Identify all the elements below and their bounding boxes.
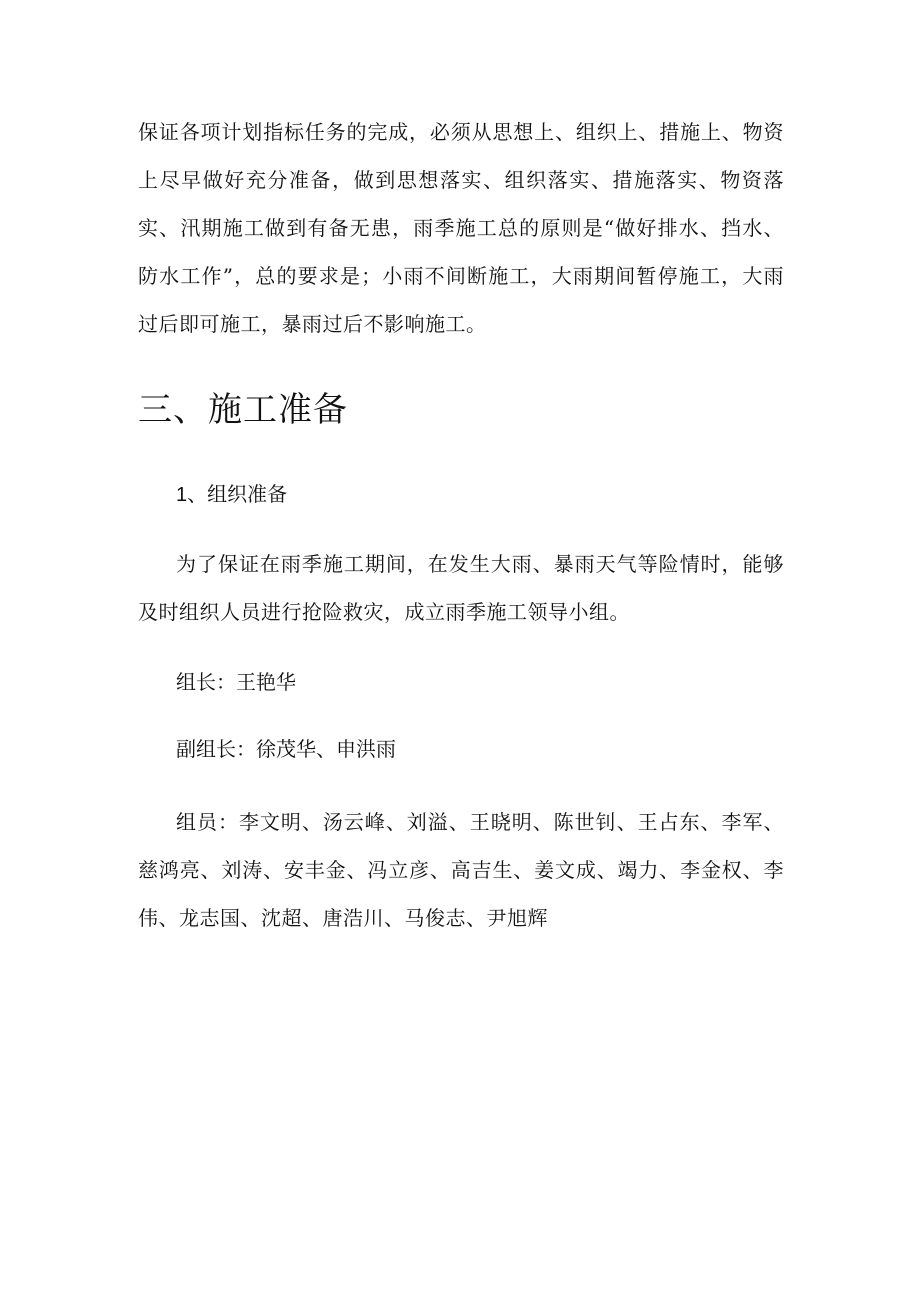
body-paragraph-1: 保证各项计划指标任务的完成，必须从思想上、组织上、措施上、物资上尽早做好充分准备，做到思想落实、组织落实、措施落实、物资落实、汛期施工做到有备无患，雨季施工总的原则是“做好排水、挡水、防水工作”，总的要求是；小雨不间断施工，大雨期间暂停施工，大雨过后即可施工，暴雨过后不影响施工。 — [138, 120, 784, 336]
team-leader-line: 组长：王艳华 — [176, 670, 296, 694]
section-heading: 三、施工准备 — [138, 390, 348, 430]
subsection-number: 1 — [176, 484, 188, 506]
subsection-heading — [176, 476, 287, 513]
subsection-separator: 、 — [187, 482, 208, 506]
body-paragraph-2: 为了保证在雨季施工期间，在发生大雨、暴雨天气等险情时，能够及时组织人员进行抢险救灾，成立雨季施工领导小组。 — [138, 552, 784, 624]
team-members-paragraph: 组员：李文明、汤云峰、刘溢、王晓明、陈世钊、王占东、李军、慈鸿亮、刘涛、安丰金、冯立彦、高吉生、姜文成、竭力、李金权、李伟、龙志国、沈超、唐浩川、马俊志、尹旭辉 — [138, 810, 784, 930]
deputy-leader-line: 副组长：徐茂华、申洪雨 — [176, 737, 396, 761]
subsection-title: 组织准备 — [207, 482, 288, 506]
